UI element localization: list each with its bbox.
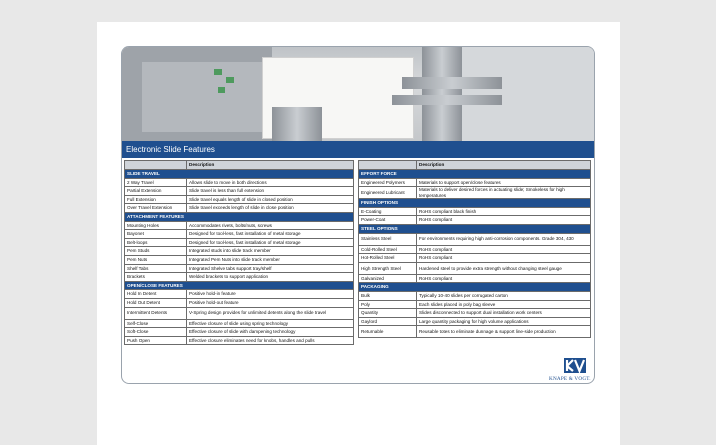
brand-name: KNAPE & VOGT. bbox=[549, 376, 591, 382]
kv-logo bbox=[549, 358, 595, 384]
table-row bbox=[125, 178, 354, 187]
feature-name: Poly bbox=[359, 300, 417, 309]
feature-name: E-Coating bbox=[359, 207, 417, 216]
feature-name: Intermittent Detents bbox=[125, 307, 187, 319]
table-row bbox=[125, 319, 354, 328]
feature-name: Stainless Steel bbox=[359, 233, 417, 245]
table-row bbox=[359, 233, 591, 245]
feature-description: Slide travel is less than full extension bbox=[187, 187, 354, 196]
table-row bbox=[125, 328, 354, 337]
table-row bbox=[359, 300, 591, 309]
feature-name: Quantity bbox=[359, 309, 417, 318]
feature-description: Materials to deliver desired forces in actuating slide; Smokeless for high temperatures bbox=[417, 187, 591, 199]
table-row bbox=[359, 178, 591, 187]
feature-description: V-Spring design provides for unlimited detents along the slide travel bbox=[187, 307, 354, 319]
table-row bbox=[359, 309, 591, 318]
feature-name: 2 Way Travel bbox=[125, 178, 187, 187]
feature-description: RoHS compliant black finish bbox=[417, 207, 591, 216]
feature-card bbox=[121, 46, 595, 384]
feature-name: Full Extension bbox=[125, 195, 187, 204]
kv-logo-icon bbox=[564, 358, 586, 373]
feature-name: Shelf Tabs bbox=[125, 264, 187, 273]
page-title: Electronic Slide Features bbox=[122, 141, 594, 158]
feature-name: Over Travel Extension bbox=[125, 204, 187, 213]
table-row bbox=[359, 207, 591, 216]
table-row bbox=[359, 262, 591, 274]
feature-description: RoHS compliant bbox=[417, 274, 591, 283]
feature-description: RoHS compliant bbox=[417, 216, 591, 225]
feature-description: Slide travel exceeds length of slide in close position bbox=[187, 204, 354, 213]
feature-description: Integrated Shelve tabs support tray/shelf bbox=[187, 264, 354, 273]
feature-name: Bulk bbox=[359, 291, 417, 300]
section-title: STEEL OPTIONS bbox=[359, 224, 591, 233]
feature-description: Slide travel equals length of slide in closed position bbox=[187, 195, 354, 204]
table-row bbox=[359, 216, 591, 225]
feature-description: Integrated Pem Nuts into slide track member bbox=[187, 255, 354, 264]
section-header-row bbox=[359, 283, 591, 292]
section-header-row bbox=[359, 224, 591, 233]
table-row bbox=[359, 187, 591, 199]
description-header: Description bbox=[187, 161, 354, 170]
feature-name: Pem Studs bbox=[125, 247, 187, 256]
feature-description: Each slides placed in poly bag sleeve bbox=[417, 300, 591, 309]
section-header-row bbox=[125, 212, 354, 221]
table-row bbox=[125, 298, 354, 307]
feature-description: Hardened steel to provide extra strength without changing steel gauge bbox=[417, 262, 591, 274]
feature-header bbox=[359, 161, 417, 170]
table-row bbox=[125, 187, 354, 196]
feature-name: Hold Out Detent bbox=[125, 298, 187, 307]
feature-description: Welded brackets to support application bbox=[187, 273, 354, 282]
feature-name: Pem Nuts bbox=[125, 255, 187, 264]
feature-name: Hot-Rolled Steel bbox=[359, 254, 417, 263]
feature-name: Belt-loops bbox=[125, 238, 187, 247]
feature-description: Allows slide to move in both directions bbox=[187, 178, 354, 187]
feature-name: Engineered Lubricant bbox=[359, 187, 417, 199]
feature-name: Galvanized bbox=[359, 274, 417, 283]
table-row bbox=[125, 264, 354, 273]
feature-name: Mounting Holes bbox=[125, 221, 187, 230]
feature-name: Power-Coat bbox=[359, 216, 417, 225]
left-feature-table bbox=[124, 160, 354, 345]
feature-name: Push Open bbox=[125, 336, 187, 345]
feature-name: Brackets bbox=[125, 273, 187, 282]
product-photo bbox=[122, 47, 594, 141]
feature-description: Designed for tool-less, fast installation of metal storage bbox=[187, 238, 354, 247]
table-row bbox=[125, 204, 354, 213]
table-row bbox=[125, 336, 354, 345]
feature-name: Self-Close bbox=[125, 319, 187, 328]
feature-description: Effective closure eliminates need for knobs, handles and pulls bbox=[187, 336, 354, 345]
feature-description: Designed for tool-less, fast installation of metal storage bbox=[187, 230, 354, 239]
table-row bbox=[125, 307, 354, 319]
section-header-row bbox=[125, 170, 354, 179]
section-title: SLIDE TRAVEL bbox=[125, 170, 354, 179]
feature-description: Positive hold-out feature bbox=[187, 298, 354, 307]
feature-description: Materials to support open/close features bbox=[417, 178, 591, 187]
table-row bbox=[125, 290, 354, 299]
section-header-row bbox=[359, 170, 591, 179]
table-row bbox=[125, 247, 354, 256]
table-row bbox=[125, 238, 354, 247]
feature-name: Partial Extension bbox=[125, 187, 187, 196]
feature-header bbox=[125, 161, 187, 170]
table-row bbox=[125, 273, 354, 282]
feature-description: Accommodates rivets, bolts/nuts, screws bbox=[187, 221, 354, 230]
section-title: FINISH OPTIONS bbox=[359, 199, 591, 208]
feature-description: Effective closure of slide with dampening technology bbox=[187, 328, 354, 337]
feature-name: Engineered Polymers bbox=[359, 178, 417, 187]
feature-description: Slides disconnected to support dual installation work centers bbox=[417, 309, 591, 318]
description-header: Description bbox=[417, 161, 591, 170]
feature-name: Gaylord bbox=[359, 317, 417, 326]
feature-description: RoHS compliant bbox=[417, 254, 591, 263]
table-row bbox=[125, 230, 354, 239]
section-title: OPEN/CLOSE FEATURES bbox=[125, 281, 354, 290]
section-title: ATTACHMENT FEATURES bbox=[125, 212, 354, 221]
table-row bbox=[125, 195, 354, 204]
section-title: EFFORT FORCE bbox=[359, 170, 591, 179]
table-row bbox=[359, 245, 591, 254]
feature-description: Typically 10-40 slides per corrugated carton bbox=[417, 291, 591, 300]
table-row bbox=[359, 254, 591, 263]
section-header-row bbox=[359, 199, 591, 208]
section-title: PACKAGING bbox=[359, 283, 591, 292]
feature-description: RoHS compliant bbox=[417, 245, 591, 254]
table-row bbox=[125, 221, 354, 230]
feature-name: Bayonet bbox=[125, 230, 187, 239]
section-header-row bbox=[125, 281, 354, 290]
feature-name: Returnable bbox=[359, 326, 417, 338]
feature-description: Positive hold-in feature bbox=[187, 290, 354, 299]
feature-name: Soft-Close bbox=[125, 328, 187, 337]
feature-description: Large quantity packaging for high volume applications bbox=[417, 317, 591, 326]
feature-name: High Strength Steel bbox=[359, 262, 417, 274]
feature-description: Effective closure of slide using spring technology bbox=[187, 319, 354, 328]
feature-name: Hold In Detent bbox=[125, 290, 187, 299]
table-row bbox=[359, 317, 591, 326]
table-row bbox=[359, 274, 591, 283]
feature-description: Integrated studs into slide track member bbox=[187, 247, 354, 256]
table-row bbox=[125, 255, 354, 264]
feature-description: For environments requiring high anti-corrosion components. Grade 304, 430 bbox=[417, 233, 591, 245]
table-row bbox=[359, 326, 591, 338]
right-feature-table bbox=[358, 160, 591, 338]
feature-name: Cold-Rolled Steel bbox=[359, 245, 417, 254]
feature-description: Reusable totes to eliminate dunnage & support line-side production bbox=[417, 326, 591, 338]
table-row bbox=[359, 291, 591, 300]
